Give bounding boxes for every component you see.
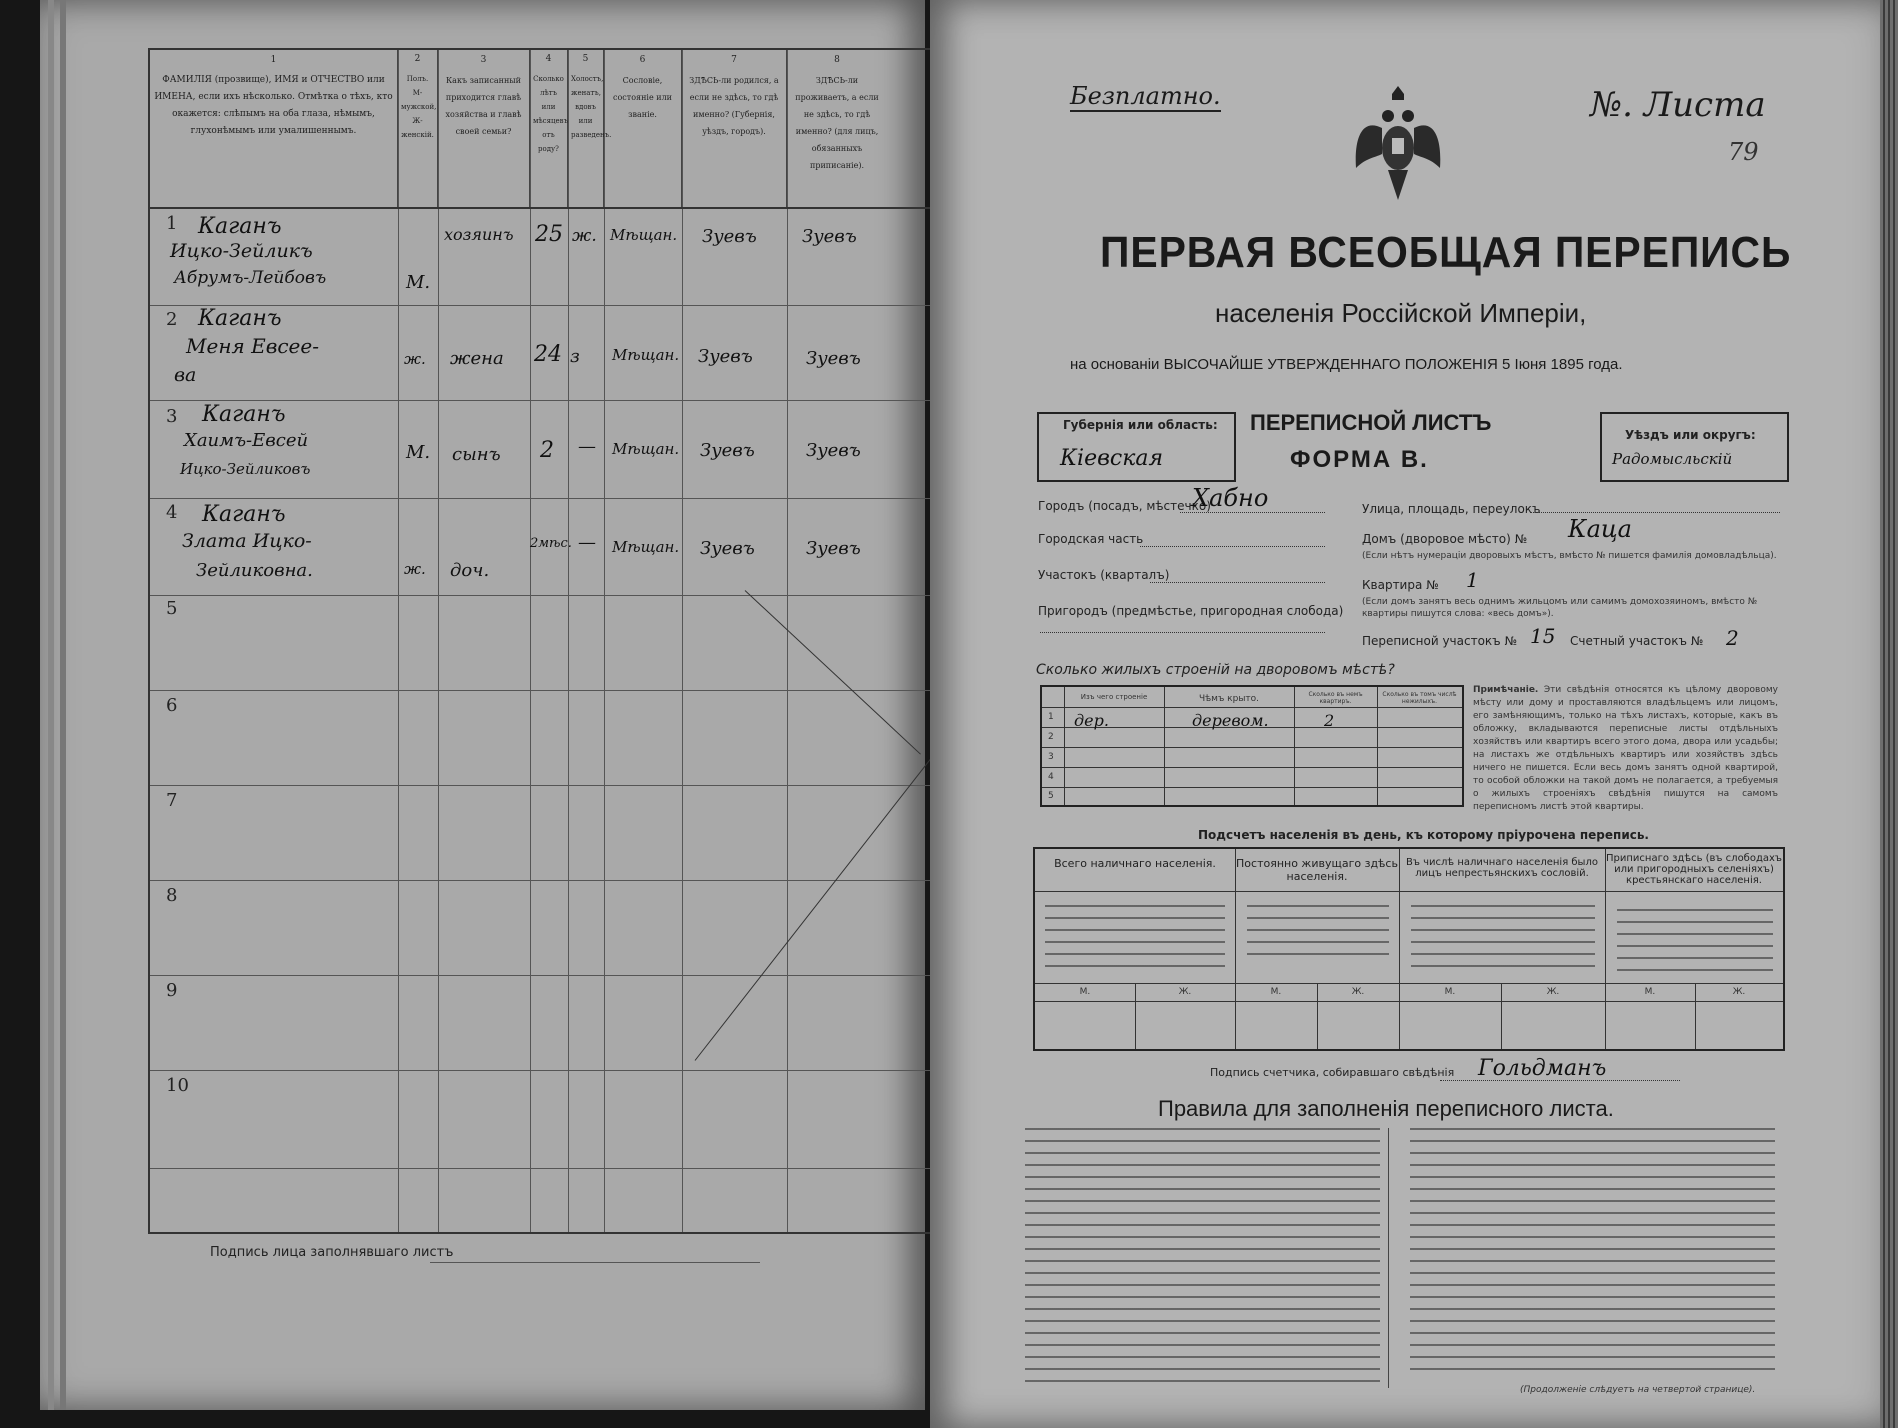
handwritten-name: Меня Евсее- — [186, 334, 319, 358]
handwritten-material: дер. — [1074, 711, 1109, 730]
handwritten-age: 2 — [540, 438, 554, 463]
grid-line — [398, 50, 399, 1232]
grid-line — [438, 50, 439, 1232]
col-header-text: Сословіе, состояніе или званіе. — [613, 76, 672, 119]
uezd-box — [1600, 412, 1789, 482]
handwritten-patronymic: Абрумъ-Лейбовъ — [174, 268, 327, 288]
handwritten-marital: з — [570, 346, 580, 367]
buildings-header: Изъ чего строеніе — [1080, 693, 1148, 701]
document-basis: на основаніи ВЫСОЧАЙШЕ УТВЕРЖДЕННАГО ПОЛОЖЕНІЯ 5 Іюня 1895 года. — [1070, 356, 1623, 373]
field-line — [1040, 632, 1325, 633]
counter-signature: Гольдманъ — [1478, 1056, 1607, 1081]
male-label: М. — [1444, 987, 1456, 997]
free-label: Безплатно. — [1070, 82, 1221, 110]
handwritten-class: Мѣщан. — [612, 440, 680, 458]
handwritten-relation: хозяинъ — [444, 225, 514, 244]
note-block — [1473, 684, 1778, 814]
grid-line — [150, 975, 930, 976]
male-label: М. — [1644, 987, 1656, 997]
row-number: 1 — [166, 213, 178, 234]
buildings-row-number: 4 — [1048, 772, 1054, 782]
grid-line — [150, 1070, 930, 1071]
handwritten-relation: сынъ — [452, 444, 501, 465]
row-number: 4 — [166, 502, 178, 523]
apartment-value: 1 — [1466, 568, 1479, 592]
handwritten-patronymic: Ицко-Зейликовъ — [180, 460, 311, 478]
apartment-label: Квартира № — [1362, 578, 1439, 592]
page-edge — [60, 0, 66, 1410]
census-table — [148, 48, 932, 1234]
grid-line — [530, 50, 531, 1232]
col-number: 5 — [582, 54, 589, 64]
field-line — [1140, 546, 1325, 547]
note-label: Примѣчаніе. — [1473, 685, 1539, 695]
field-line — [1150, 582, 1325, 583]
handwritten-born: Зуевъ — [700, 440, 755, 461]
rules-title: Правила для заполненія переписного листа. — [1158, 1096, 1614, 1121]
handwritten-surname: Каганъ — [198, 306, 282, 331]
strike-line — [695, 753, 936, 1061]
handwritten-resides: Зуевъ — [802, 226, 857, 247]
grid-line — [150, 880, 930, 881]
rules-text-column — [1025, 1128, 1380, 1386]
grid-line — [150, 207, 930, 209]
buildings-header: Сколько въ немъ квартиръ. — [1308, 691, 1363, 705]
city-label: Городъ (посадъ, мѣстечко) — [1038, 499, 1211, 513]
grid-line — [150, 498, 930, 499]
buildings-row-number: 2 — [1048, 732, 1054, 742]
buildings-header: Сколько въ томъ числѣ нежилыхъ. — [1382, 691, 1457, 705]
handwritten-apartments: 2 — [1324, 711, 1335, 730]
form-title: ПЕРЕПИСНОЙ ЛИСТЪ — [1250, 410, 1492, 435]
female-label: Ж. — [1546, 987, 1560, 997]
col-number: 4 — [545, 54, 552, 64]
signature-line — [430, 1262, 760, 1263]
city-part-label: Городская часть — [1038, 532, 1144, 546]
col-header-text: Холостъ, женатъ, вдовъ или разведенъ. — [571, 75, 612, 139]
grid-line — [604, 50, 605, 1232]
house-label: Домъ (дворовое мѣсто) № — [1362, 532, 1528, 546]
grid-line — [787, 50, 788, 1232]
uezd-label: Уѣздъ или округъ: — [1625, 428, 1756, 442]
grid-line — [1042, 707, 1462, 708]
col-number: 7 — [731, 55, 737, 65]
district-label: Участокъ (кварталъ) — [1038, 568, 1170, 582]
census-district-label: Переписной участокъ № — [1362, 634, 1517, 648]
male-label: М. — [1079, 987, 1091, 997]
col-header-born — [682, 50, 787, 207]
handwritten-name: Ицко-Зейликъ — [170, 240, 313, 262]
grid-line — [1042, 787, 1462, 788]
page-stack-edge — [1880, 0, 1898, 1428]
row-number: 8 — [166, 885, 178, 906]
grid-line — [150, 400, 930, 401]
handwritten-born: Зуевъ — [700, 538, 755, 559]
count-table — [1033, 847, 1785, 1051]
grid-line — [568, 50, 569, 1232]
col-header-marital — [568, 50, 612, 207]
grid-line — [150, 1168, 930, 1169]
col-number: 6 — [639, 55, 646, 65]
count-header: Въ числѣ наличнаго населенія было лицъ непрестьянскихъ сословій. — [1406, 857, 1598, 879]
rules-footer: (Продолженіе слѣдуетъ на четвертой странице). — [1520, 1385, 1756, 1395]
city-value: Хабно — [1192, 484, 1269, 512]
column-divider — [1388, 1128, 1389, 1388]
handwritten-marital: — — [578, 532, 596, 553]
handwritten-patronymic: ва — [174, 364, 197, 386]
handwritten-marital: ж. — [572, 226, 597, 246]
handwritten-marital: — — [578, 436, 596, 457]
grid-line — [150, 595, 930, 596]
buildings-table — [1040, 685, 1464, 807]
page-edge — [48, 0, 54, 1410]
female-label: Ж. — [1178, 987, 1192, 997]
col-number: 3 — [480, 55, 487, 65]
count-title: Подсчетъ населенія въ день, къ которому пріурочена перепись. — [1198, 828, 1649, 842]
handwritten-born: Зуевъ — [702, 226, 757, 247]
grid-line — [1399, 849, 1400, 1049]
instruction-text — [1617, 909, 1773, 973]
row-number: 10 — [166, 1075, 189, 1096]
col-header-name — [150, 50, 398, 207]
grid-line — [150, 785, 930, 786]
handwritten-surname: Каганъ — [198, 214, 282, 239]
apartment-note: (Если домъ занятъ весь однимъ жильцомъ или самимъ домохозяиномъ, вмѣсто № квартиры пишутся слова: «весь домъ»). — [1362, 597, 1758, 619]
handwritten-age: 2мѣс. — [530, 536, 572, 551]
field-line — [1530, 512, 1780, 513]
col-header-text: Полъ. М-мужской, Ж-женскій. — [401, 75, 437, 139]
handwritten-class: Мѣщан. — [612, 346, 680, 364]
female-label: Ж. — [1351, 987, 1365, 997]
col-header-text: ЗДѢСЬ-ли родился, а если не здѣсь, то гдѣ именно? (Губернія, уѣздъ, городъ). — [689, 76, 779, 136]
signature-label: Подпись лица заполнявшаго листъ — [210, 1245, 454, 1260]
count-header: Постоянно живущаго здѣсь населенія. — [1236, 857, 1398, 883]
counter-signature-label: Подпись счетчика, собиравшаго свѣдѣнія — [1210, 1066, 1455, 1079]
col-header-text: Сколько лѣтъ или мѣсяцевъ отъ роду? — [533, 75, 569, 153]
col-header-relation — [438, 50, 530, 207]
grid-line — [1035, 983, 1783, 984]
note-text: Эти свѣдѣнія относятся къ цѣлому дворовому мѣсту или дому и проставляются владѣльцемъ или лицомъ, его замѣняющимъ, только на тѣхъ листахъ, которые, какъ въ обложку, вкладываются переписные листы отдѣльныхъ хозяйствъ или квартиръ всего этого дома, двора или усадьбы; на листахъ же отдѣльныхъ квартиръ или хозяйствъ здѣсь ничего не пишется. Если весь домъ занятъ одной квартирой, то особой обложки на такой домъ не полагается, а требуемыя о жилыхъ строеніяхъ свѣдѣнія пишутся на самомъ переписномъ листѣ этой квартиры. — [1473, 685, 1778, 812]
handwritten-surname: Каганъ — [202, 402, 286, 427]
buildings-row-number: 5 — [1048, 791, 1054, 801]
grid-line — [1042, 767, 1462, 768]
col-header-class — [604, 50, 682, 207]
handwritten-surname: Каганъ — [202, 502, 286, 527]
grid-line — [150, 690, 930, 691]
imperial-eagle-emblem — [1352, 78, 1444, 208]
row-number: 2 — [166, 309, 178, 330]
handwritten-sex: М. — [406, 442, 431, 463]
col-header-text: ФАМИЛІЯ (прозвище), ИМЯ и ОТЧЕСТВО или ИМЕНА, если ихъ нѣсколько. Отмѣтка о тѣхъ, кто окажется: слѣпымъ на оба глаза, нѣмымъ, глухонѣмымъ или умалишеннымъ. — [154, 75, 393, 136]
handwritten-age: 24 — [534, 342, 562, 367]
document-subtitle: населенія Россійской Имперіи, — [1215, 298, 1587, 328]
col-number: 8 — [834, 55, 840, 65]
handwritten-resides: Зуевъ — [806, 348, 861, 369]
count-header: Всего наличнаго населенія. — [1054, 857, 1216, 870]
handwritten-relation: доч. — [450, 560, 490, 581]
buildings-question: Сколько жилыхъ строеній на дворовомъ мѣстѣ? — [1036, 662, 1395, 678]
row-number: 7 — [166, 790, 178, 811]
handwritten-roof: деревом. — [1192, 711, 1269, 730]
col-header-sex — [398, 50, 438, 207]
handwritten-patronymic: Зейликовна. — [196, 560, 313, 581]
handwritten-age: 25 — [535, 222, 563, 247]
grid-line — [1035, 891, 1783, 892]
instruction-text — [1411, 905, 1595, 975]
form-letter: ФОРМА В. — [1290, 446, 1429, 473]
grid-line — [1035, 1001, 1783, 1002]
rules-text-column — [1410, 1128, 1775, 1373]
col-header-text: Какъ записанный приходится главѣ хозяйства и главѣ своей семьи? — [445, 76, 522, 136]
sheet-number-handwritten: 79 — [1728, 138, 1759, 166]
handwritten-sex: ж. — [404, 350, 426, 368]
gubernia-value: Кіевская — [1060, 446, 1164, 471]
census-district-value: 15 — [1530, 624, 1556, 648]
row-number: 6 — [166, 695, 178, 716]
handwritten-class: Мѣщан. — [612, 538, 680, 556]
uezd-value: Радомысльскій — [1612, 450, 1733, 468]
handwritten-relation: жена — [450, 348, 504, 369]
handwritten-name: Хаимъ-Евсей — [184, 430, 309, 451]
row-number: 3 — [166, 406, 178, 427]
gubernia-label: Губернія или область: — [1063, 418, 1218, 432]
col-header-age — [530, 50, 568, 207]
count-district-label: Счетный участокъ № — [1570, 634, 1704, 648]
row-number: 9 — [166, 980, 178, 1001]
col-number: 2 — [414, 54, 421, 64]
instruction-text — [1247, 905, 1389, 965]
field-line — [1180, 512, 1325, 513]
col-number: 1 — [270, 55, 277, 65]
suburb-label: Пригородъ (предмѣстье, пригородная слобода) — [1038, 604, 1344, 618]
house-note: (Если нѣтъ нумераціи дворовыхъ мѣстъ, вмѣсто № пишется фамилія домовладѣльца). — [1362, 551, 1777, 561]
handwritten-resides: Зуевъ — [806, 440, 861, 461]
female-label: Ж. — [1732, 987, 1746, 997]
col-header-resides — [787, 50, 887, 207]
handwritten-class: Мѣщан. — [610, 226, 678, 244]
count-district-value: 2 — [1726, 626, 1739, 650]
house-value: Каца — [1568, 515, 1632, 543]
count-header: Приписнаго здѣсь (въ слободахъ или пригородныхъ селеніяхъ) крестьянскаго населенія. — [1606, 853, 1782, 886]
handwritten-resides: Зуевъ — [806, 538, 861, 559]
instruction-text — [1045, 905, 1225, 975]
sheet-number-label: №. Листа — [1590, 85, 1766, 125]
handwritten-sex: ж. — [404, 560, 426, 578]
signature-line — [1440, 1080, 1680, 1081]
handwritten-born: Зуевъ — [698, 346, 753, 367]
col-header-text: ЗДѢСЬ-ли проживаетъ, а если не здѣсь, то гдѣ именно? (для лицъ, обязанныхъ приписаніе). — [795, 76, 879, 170]
street-label: Улица, площадь, переулокъ — [1362, 502, 1541, 516]
male-label: М. — [1270, 987, 1282, 997]
grid-line — [1042, 747, 1462, 748]
handwritten-name: Злата Ицко- — [182, 530, 312, 552]
buildings-row-number: 1 — [1048, 712, 1054, 722]
buildings-header: Чѣмъ крыто. — [1198, 694, 1260, 704]
buildings-row-number: 3 — [1048, 752, 1054, 762]
strike-line — [745, 590, 921, 754]
grid-line — [682, 50, 683, 1232]
document-title: ПЕРВАЯ ВСЕОБЩАЯ ПЕРЕПИСЬ — [1100, 228, 1792, 277]
handwritten-sex: М. — [406, 272, 431, 293]
row-number: 5 — [166, 598, 178, 619]
